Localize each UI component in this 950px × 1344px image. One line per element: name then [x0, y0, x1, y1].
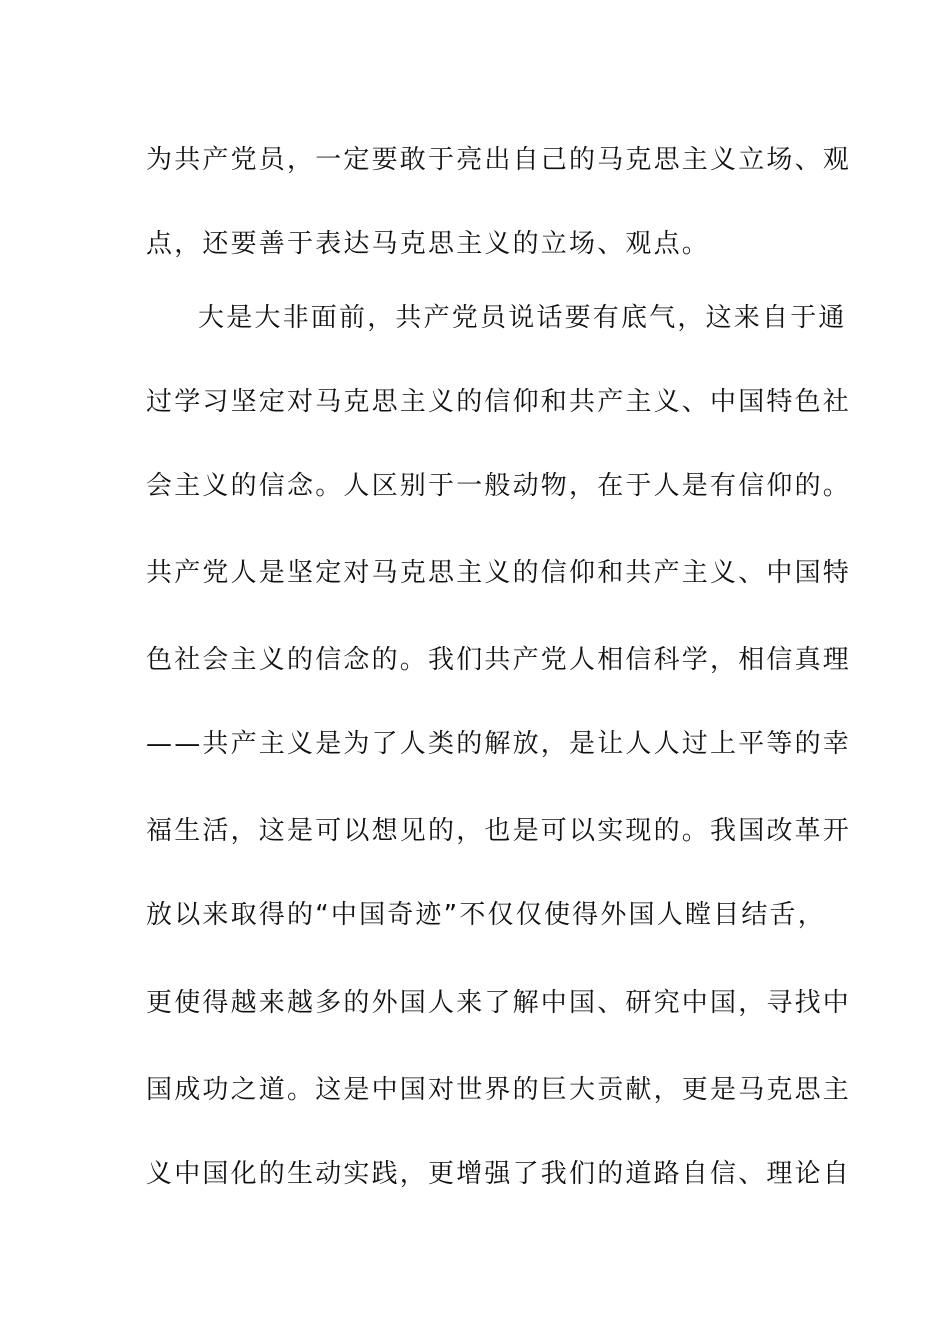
text-line: 过学习坚定对马克思主义的信仰和共产主义、中国特色社 [146, 387, 852, 417]
text-line: 共产党人是坚定对马克思主义的信仰和共产主义、中国特 [146, 558, 852, 588]
text-line: 点，还要善于表达马克思主义的立场、观点。 [146, 229, 711, 259]
text-line: 义中国化的生动实践，更增强了我们的道路自信、理论自 [146, 1159, 852, 1189]
text-line: 放以来取得的“中国奇迹”不仅仅使得外国人瞠目结舌， [146, 900, 826, 930]
text-line: 福生活，这是可以想见的，也是可以实现的。我国改革开 [146, 816, 852, 846]
text-line: 色社会主义的信念的。我们共产党人相信科学，相信真理 [146, 645, 852, 675]
text-line: 大是大非面前，共产党员说话要有底气，这来自于通 [198, 303, 847, 333]
text-line: 更使得越来越多的外国人来了解中国、研究中国，寻找中 [146, 988, 852, 1018]
text-line: 为共产党员，一定要敢于亮出自己的马克思主义立场、观 [146, 145, 852, 175]
text-line: ——共产主义是为了人类的解放，是让人人过上平等的幸 [146, 729, 852, 759]
text-line: 国成功之道。这是中国对世界的巨大贡献，更是马克思主 [146, 1075, 852, 1105]
text-line: 会主义的信念。人区别于一般动物，在于人是有信仰的。 [146, 471, 852, 501]
